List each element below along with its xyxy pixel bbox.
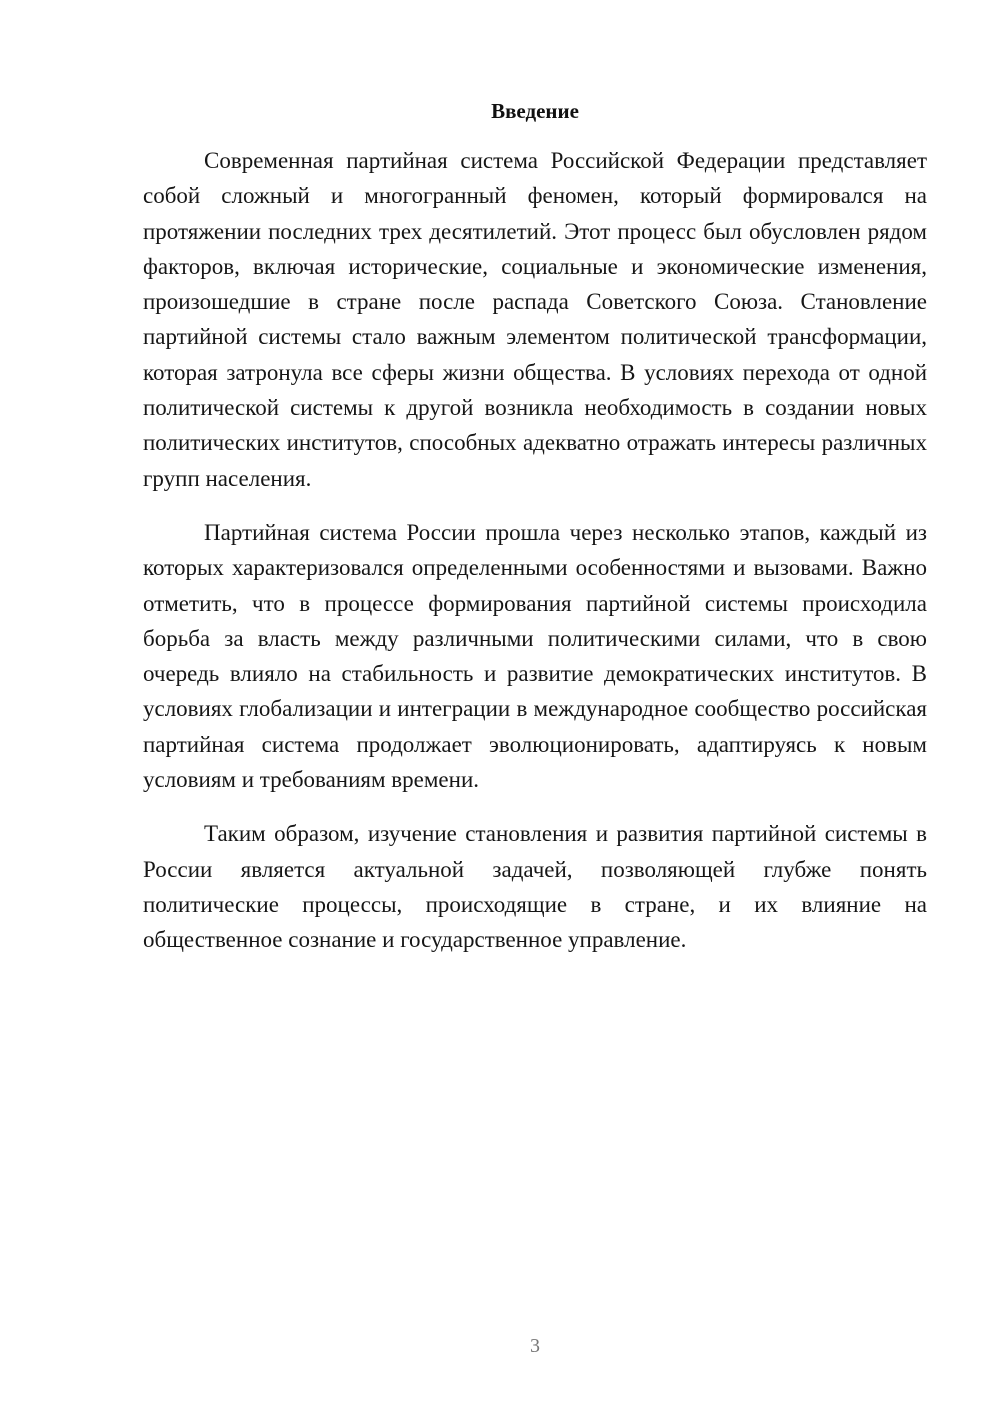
paragraph-2: Партийная система России прошла через несколько этапов, каждый из которых характеризовался определенными особенностями и вызовами. Важно отметить, что в процессе формирования партийной системы происходила борьба за власть между различными политическими силами, что в свою очередь влияло на стабильность и развитие демократических институтов. В условиях глобализации и интеграции в международное сообщество российская партийная система продолжает эволюционировать, адаптируясь к новым условиям и требованиям времени. [143, 519, 927, 793]
page-number: 3 [530, 1335, 540, 1357]
paragraph-3: Таким образом, изучение становления и развития партийной системы в России является актуальной задачей, позволяющей глубже понять политические процессы, происходящие в стране, и их влияние на общественное сознание и государственное управление. [143, 821, 927, 953]
paragraph-1: Современная партийная система Российской Федерации представляет собой сложный и многогранный феномен, который формировался на протяжении последних трех десятилетий. Этот процесс был обусловлен рядом факторов, включая исторические, социальные и экономические изменения, произошедшие в стране после распада Советского Союза. Становление партийной системы стало важным элементом политической трансформации, которая затронула все сферы жизни общества. В условиях перехода от одной политической системы к другой возникла необходимость в создании новых политических институтов, способных адекватно отражать интересы различных групп населения. [143, 148, 927, 491]
document-body [143, 96, 927, 958]
page-title: Введение [491, 99, 579, 123]
